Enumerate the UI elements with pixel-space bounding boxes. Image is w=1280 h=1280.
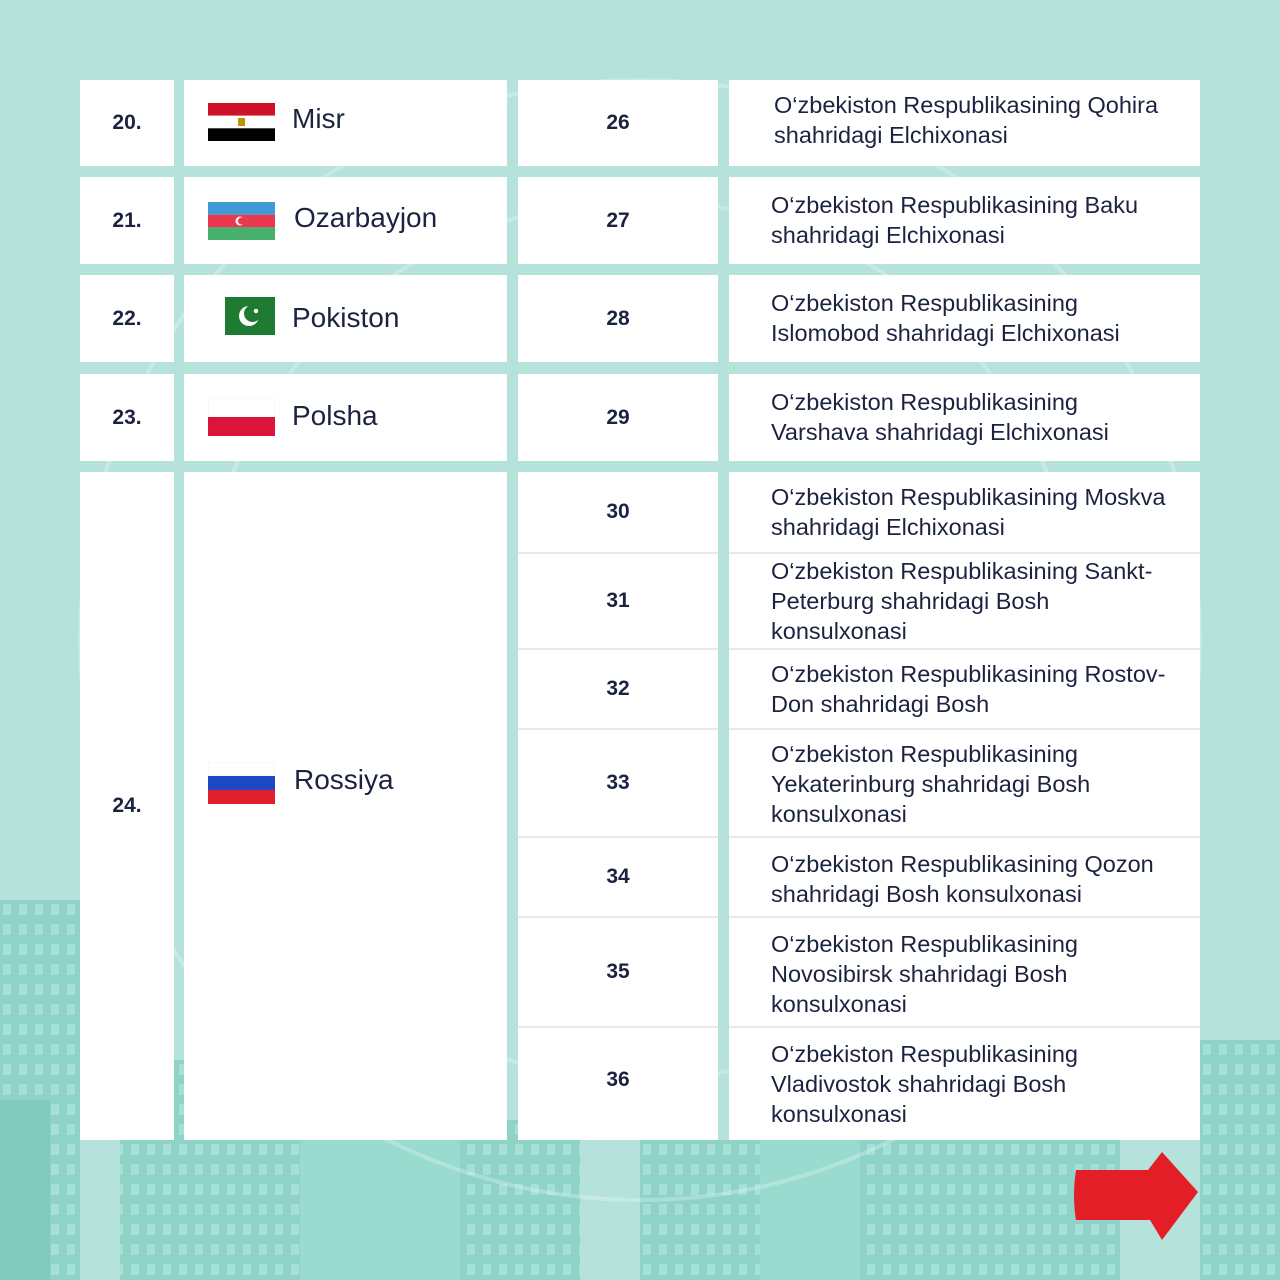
district-code xyxy=(518,918,718,1026)
district-code-text: 27 xyxy=(606,208,630,232)
district-code xyxy=(518,650,718,728)
office-description xyxy=(729,374,1200,461)
office-description-group xyxy=(729,472,1200,1140)
office-text: O‘zbekiston Respublikasining Moskva shahridagi Elchixonasi xyxy=(771,484,1166,540)
country-name: Ozarbayjon xyxy=(294,202,438,233)
country-name: Misr xyxy=(292,103,345,134)
office-text: O‘zbekiston Respublikasining Novosibirsk shahridagi Bosh konsulxonasi xyxy=(771,931,1078,1017)
row-divider xyxy=(729,648,1200,650)
country-cell xyxy=(184,472,507,1140)
country-cell xyxy=(184,374,507,461)
district-code-text: 33 xyxy=(606,771,630,794)
row-index-text: 22. xyxy=(112,306,142,330)
district-code xyxy=(518,1028,718,1132)
row-index-text: 23. xyxy=(112,405,142,429)
office-text: O‘zbekiston Respublikasining Islomobod shahridagi Elchixonasi xyxy=(771,290,1120,346)
district-code-text: 32 xyxy=(606,677,630,700)
district-code xyxy=(518,472,718,552)
row-index-text: 24. xyxy=(112,794,142,817)
office-text: O‘zbekiston Respublikasining Varshava shahridagi Elchixonasi xyxy=(771,389,1109,445)
country-name: Rossiya xyxy=(294,764,394,795)
row-divider xyxy=(729,728,1200,730)
district-code-text: 26 xyxy=(606,111,630,134)
office-text: O‘zbekiston Respublikasining Rostov-Don shahridagi Bosh xyxy=(771,661,1166,717)
row-divider xyxy=(729,916,1200,918)
egypt-flag-icon xyxy=(208,103,275,141)
district-code xyxy=(518,730,718,836)
district-code-text: 31 xyxy=(606,589,630,612)
office-description xyxy=(729,275,1200,362)
district-code xyxy=(518,374,718,461)
office-description xyxy=(729,80,1200,166)
row-index xyxy=(80,177,174,264)
row-index-text: 21. xyxy=(112,208,142,232)
country-cell xyxy=(184,177,507,264)
office-text: O‘zbekiston Respublikasining Qozon shahridagi Bosh konsulxonasi xyxy=(771,851,1154,907)
office-text: O‘zbekiston Respublikasining Vladivostok shahridagi Bosh konsulxonasi xyxy=(771,1041,1078,1127)
azerbaijan-flag-icon xyxy=(208,202,275,240)
row-index xyxy=(80,472,174,1140)
country-cell xyxy=(184,80,507,166)
office-text: O‘zbekiston Respublikasining Sankt-Peterburg shahridagi Bosh konsulxonasi xyxy=(771,558,1153,644)
row-divider xyxy=(729,552,1200,554)
district-code-text: 34 xyxy=(606,865,630,888)
next-arrow-icon[interactable] xyxy=(1070,1148,1202,1244)
district-code xyxy=(518,80,718,166)
poland-flag-icon xyxy=(208,398,275,436)
country-cell xyxy=(184,275,507,362)
pakistan-flag-icon xyxy=(208,297,275,335)
district-code-text: 35 xyxy=(606,960,630,983)
district-code xyxy=(518,838,718,916)
district-code xyxy=(518,275,718,362)
office-description xyxy=(729,177,1200,264)
row-index xyxy=(80,374,174,461)
row-divider xyxy=(729,836,1200,838)
row-index-text: 20. xyxy=(112,111,142,134)
district-code-text: 30 xyxy=(606,500,630,523)
district-code-text: 28 xyxy=(606,306,630,330)
row-index xyxy=(80,80,174,166)
district-code xyxy=(518,554,718,648)
office-text: O‘zbekiston Respublikasining Yekaterinburg shahridagi Bosh konsulxonasi xyxy=(771,741,1091,827)
district-code-text: 29 xyxy=(606,405,630,429)
row-divider xyxy=(729,1026,1200,1028)
country-name: Pokiston xyxy=(292,302,400,333)
row-index xyxy=(80,275,174,362)
district-code xyxy=(518,177,718,264)
district-code-text: 36 xyxy=(606,1068,630,1091)
office-text: O‘zbekiston Respublikasining Qohira shahridagi Elchixonasi xyxy=(774,92,1159,148)
country-name: Polsha xyxy=(292,400,378,431)
district-code-group xyxy=(518,472,718,1140)
office-text: O‘zbekiston Respublikasining Baku shahridagi Elchixonasi xyxy=(771,192,1139,248)
russia-flag-icon xyxy=(208,762,275,804)
